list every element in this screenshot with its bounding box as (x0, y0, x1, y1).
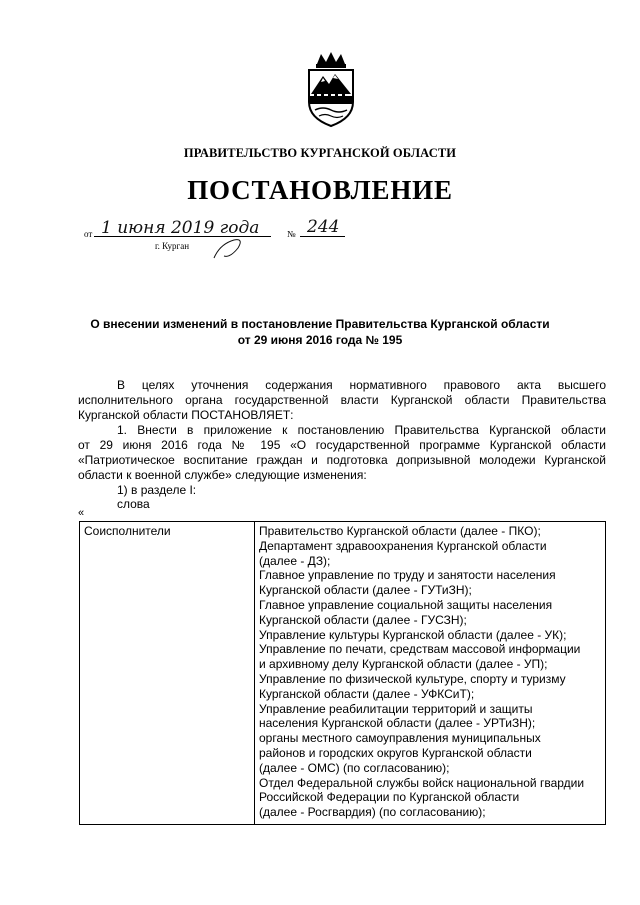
table-line: Российской Федерации по Курганской области (259, 790, 520, 805)
item-1-word: слова (117, 497, 150, 511)
table-value-cell (255, 522, 606, 825)
table-line: Управление реабилитации территорий и защиты (259, 701, 533, 716)
number-underline (300, 236, 345, 237)
table-row (80, 522, 606, 825)
table-line: органы местного самоуправления муниципальных (259, 731, 541, 746)
paragraph-2-line-4: области к военной службе» следующие изменения: (78, 468, 367, 482)
table-line: районов и городских округов Курганской области (259, 745, 532, 760)
number-prefix: № (287, 229, 296, 239)
table-line: Управление культуры Курганской области (далее - УК); (259, 627, 567, 642)
organization-name: ПРАВИТЕЛЬСТВО КУРГАНСКОЙ ОБЛАСТИ (183, 146, 457, 160)
place-name: г. Курган (155, 241, 190, 251)
table-line: Курганской области (далее - УФКСиТ); (259, 686, 475, 701)
kurgan-coat-of-arms-icon (301, 50, 361, 130)
table-line: (далее - ДЗ); (259, 553, 331, 568)
table-line: Главное управление по труду и занятости населения (259, 568, 556, 583)
document-title: О внесении изменений в постановление Правительства Курганской области от 29 июня 2016 года № 195 (90, 317, 550, 347)
item-1: 1) в разделе I: (117, 483, 197, 497)
table-line: Курганской области (далее - ГУСЗН); (259, 612, 467, 627)
table-label-cell: Соисполнители (80, 522, 255, 825)
table-line: Отдел Федеральной службы войск национальной гвардии (259, 775, 585, 790)
table-line: Управление по печати, средствам массовой информации (259, 642, 581, 657)
signature-flourish-icon (210, 236, 250, 262)
table-line: Управление по физической культуре, спорту и туризму (259, 671, 566, 686)
table-line: Департамент здравоохранения Курганской области (259, 538, 547, 553)
table-line: Правительство Курганской области (далее - ПКО); (259, 524, 541, 538)
document-type: ПОСТАНОВЛЕНИЕ (187, 175, 453, 205)
table-line: (далее - ОМС) (по согласованию); (259, 760, 450, 775)
coexecutors-table (79, 521, 606, 825)
opening-quote: « (78, 507, 85, 519)
table-line: населения Курганской области (далее - УРТиЗН); (259, 716, 536, 731)
table-line: (далее - Росгвардия) (по согласованию); (259, 805, 486, 820)
table-line: Главное управление социальной защиты населения (259, 597, 553, 612)
paragraph-1-line-2: исполнительного органа государственной власти Курганской области Правительства (78, 393, 606, 407)
paragraph-2-line-2: от 29 июня 2016 года № 195 «О государственной программе Курганской области (78, 438, 606, 452)
table-line: и архивному делу Курганской области (далее - УП); (259, 657, 548, 672)
date-prefix: от (84, 229, 93, 239)
paragraph-1-line-1: В целях уточнения содержания нормативного правового акта высшего (117, 378, 606, 392)
paragraph-2-line-1: 1. Внести в приложение к постановлению Правительства Курганской области (117, 423, 606, 437)
table-line: Курганской области (далее - ГУТиЗН); (259, 583, 472, 598)
handwritten-date: 1 июня 2019 года (101, 218, 260, 238)
paragraph-2-line-3: «Патриотическое воспитание граждан и подготовка допризывной молодежи Курганской (78, 453, 606, 467)
paragraph-1-line-3: Курганской области ПОСТАНОВЛЯЕТ: (78, 408, 294, 422)
handwritten-number: 244 (307, 217, 340, 237)
